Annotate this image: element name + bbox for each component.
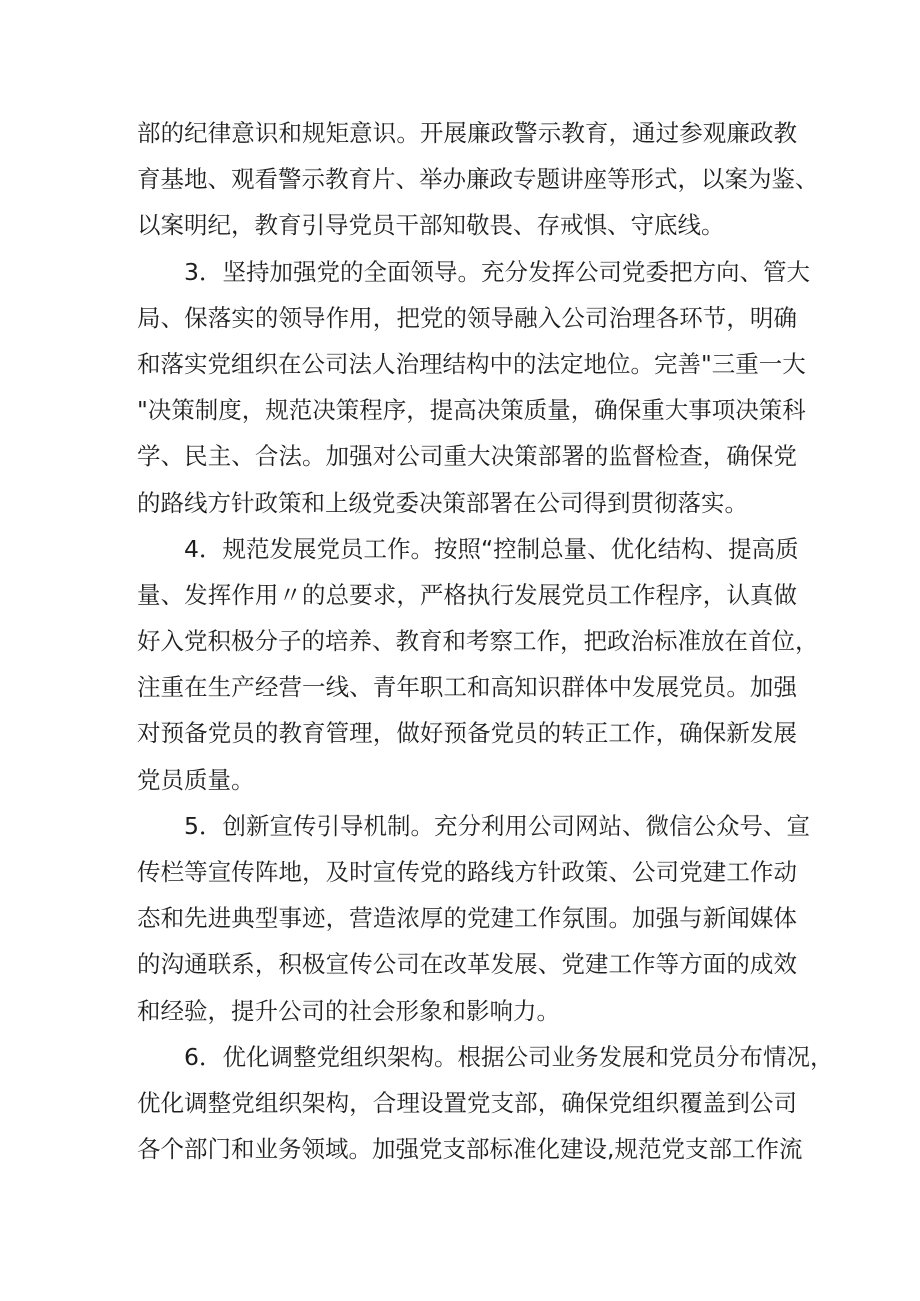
text-line: 学、民主、合法。加强对公司重大决策部署的监督检查，确保党: [137, 442, 797, 471]
text-line: 量、发挥作用〃的总要求，严格执行发展党员工作程序，认真做: [137, 580, 797, 609]
text-line: 5．创新宣传引导机制。充分利用公司网站、微信公众号、宣: [184, 811, 810, 840]
text-line: 的沟通联系，积极宣传公司在改革发展、党建工作等方面的成效: [137, 950, 797, 979]
text-line: 传栏等宣传阵地，及时宣传党的路线方针政策、公司党建工作动: [137, 858, 797, 886]
document-body: [137, 110, 834, 1172]
text-line: 和落实党组织在公司法人治理结构中的法定地位。完善"三重一大: [137, 349, 806, 378]
text-line: 育基地、观看警示教育片、举办廉政专题讲座等形式，以案为鉴、: [137, 165, 819, 194]
text-line: 注重在生产经营一线、青年职工和高知识群体中发展党员。加强: [137, 673, 797, 702]
text-line: 3．坚持加强党的全面领导。充分发挥公司党委把方向、管大: [184, 257, 810, 286]
text-line: 的路线方针政策和上级党委决策部署在公司得到贯彻落实。: [137, 488, 748, 517]
paragraph-item-3: [137, 249, 810, 526]
paragraph-item-6: [137, 1034, 834, 1173]
text-line: "决策制度，规范决策程序，提高决策质量，确保重大事项决策科: [137, 396, 806, 425]
paragraph-continuation: [137, 110, 819, 249]
text-line: 态和先进典型事迹，营造浓厚的党建工作氛围。加强与新闻媒体: [137, 904, 797, 933]
text-line: 局、保落实的领导作用，把党的领导融入公司治理各环节，明确: [137, 303, 797, 332]
text-line: 对预备党员的教育管理，做好预备党员的转正工作，确保新发展: [137, 719, 797, 748]
text-line: 和经验，提升公司的社会形象和影响力。: [137, 996, 560, 1025]
text-line: 党员质量。: [137, 765, 255, 794]
text-line: 部的纪律意识和规矩意识。开展廉政警示教育，通过参观廉政教: [137, 119, 797, 147]
text-line: 以案明纪，教育引导党员干部知敬畏、存戒惧、守底线。: [137, 211, 725, 240]
text-line: 优化调整党组织架构，合理设置党支部，确保党组织覆盖到公司: [137, 1088, 797, 1117]
text-line: 4．规范发展党员工作。按照“控制总量、优化结构、提高质: [184, 534, 799, 563]
paragraph-item-5: [137, 803, 810, 1034]
text-line: 好入党积极分子的培养、教育和考察工作，把政治标准放在首位，: [137, 627, 819, 656]
text-line: 6．优化调整党组织架构。根据公司业务发展和党员分布情况，: [184, 1042, 834, 1071]
text-line: 各个部门和业务领域。加强党支部标准化建设,规范党支部工作流: [137, 1135, 803, 1164]
paragraph-item-4: [137, 526, 819, 803]
